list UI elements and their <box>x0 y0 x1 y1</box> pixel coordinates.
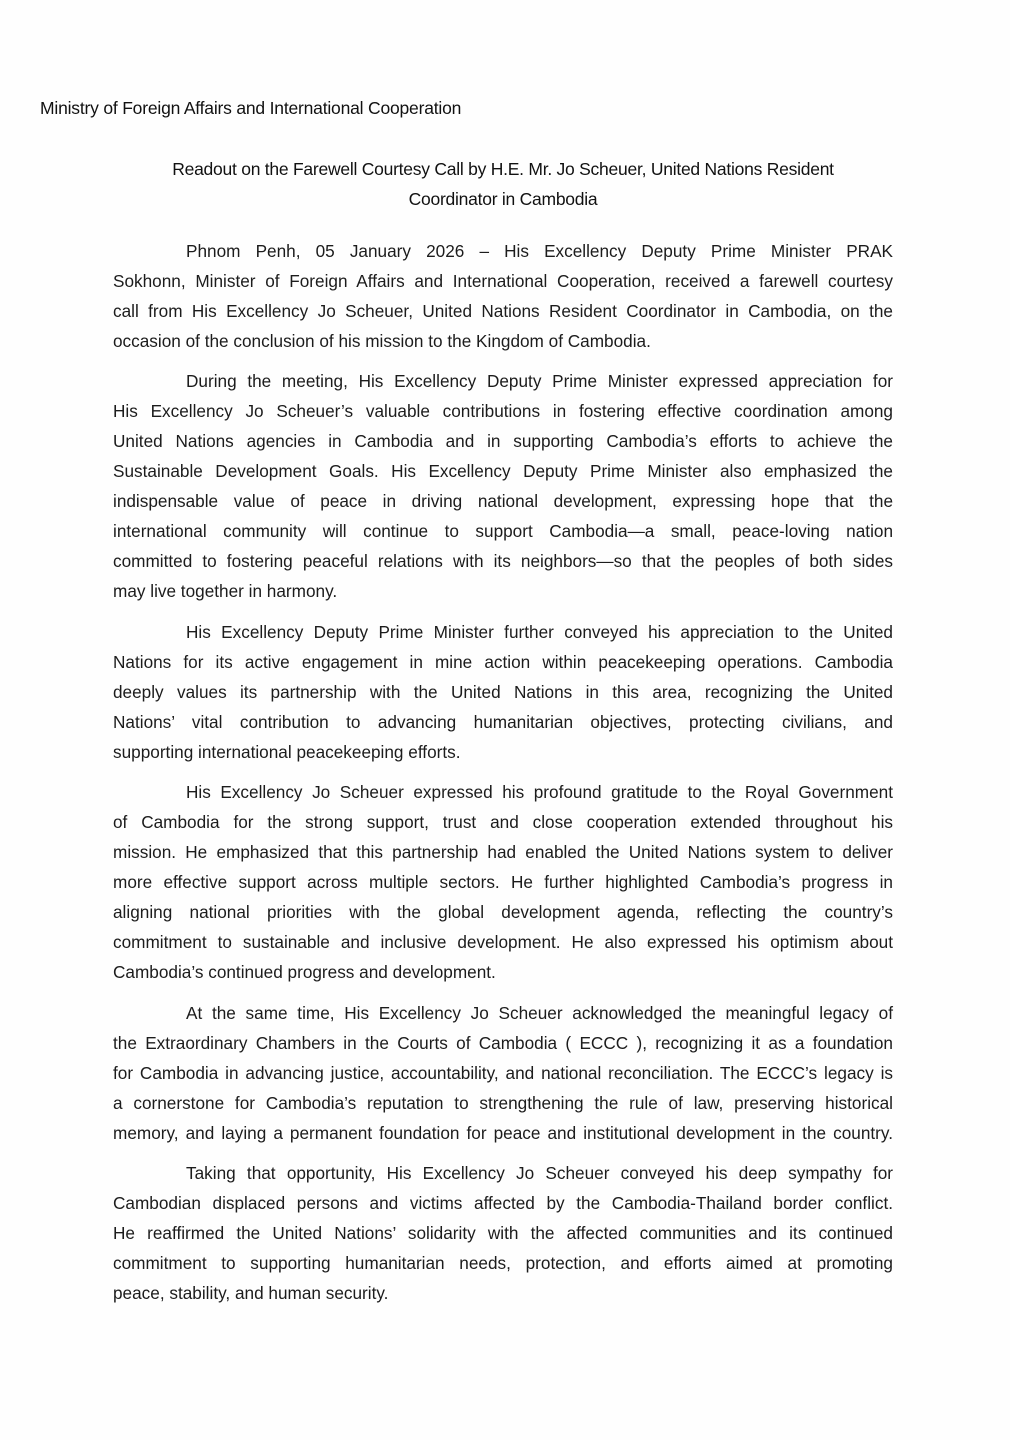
paragraph-line: His Excellency Jo Scheuer expressed his profound gratitude to the Royal Government <box>186 782 893 802</box>
paragraph-line: indispensable value of peace in driving national development, expressing hope that the <box>113 491 893 511</box>
paragraph-line: Cambodian displaced persons and victims affected by the Cambodia-Thailand border conflict. <box>113 1193 893 1213</box>
paragraph-line: commitment to supporting humanitarian needs, protection, and efforts aimed at promoting <box>113 1253 893 1273</box>
paragraph-line: Nations’ vital contribution to advancing humanitarian objectives, protecting civilians, and <box>113 712 893 732</box>
paragraph-line: the Extraordinary Chambers in the Courts of Cambodia ( ECCC ), recognizing it as a foundation <box>113 1033 893 1053</box>
ministry-header: Ministry of Foreign Affairs and International Cooperation <box>40 98 462 118</box>
paragraph-line: aligning national priorities with the global development agenda, reflecting the country’s <box>113 902 893 922</box>
paragraph-line: mission. He emphasized that this partnership had enabled the United Nations system to deliver <box>113 842 893 862</box>
document-title-line-2: Coordinator in Cambodia <box>408 189 598 209</box>
paragraph-line: committed to fostering peaceful relations with its neighbors—so that the peoples of both sides <box>113 551 893 571</box>
paragraph-line: memory, and laying a permanent foundation for peace and institutional development in the country. <box>113 1123 893 1143</box>
paragraph-line: Nations for its active engagement in mine action within peacekeeping operations. Cambodia <box>113 652 893 672</box>
paragraph-line: a cornerstone for Cambodia’s reputation to strengthening the rule of law, preserving historical <box>113 1093 893 1113</box>
paragraph-line: Phnom Penh, 05 January 2026 – His Excellency Deputy Prime Minister PRAK <box>186 241 893 261</box>
paragraph-line: commitment to sustainable and inclusive development. He also expressed his optimism about <box>113 932 893 952</box>
paragraph-line: Taking that opportunity, His Excellency Jo Scheuer conveyed his deep sympathy for <box>186 1163 893 1183</box>
document-title-line-1: Readout on the Farewell Courtesy Call by H.E. Mr. Jo Scheuer, United Nations Resident <box>172 159 834 179</box>
paragraph-line: international community will continue to support Cambodia—a small, peace-loving nation <box>113 521 893 541</box>
paragraph-line: peace, stability, and human security. <box>113 1283 389 1303</box>
paragraph-line: Sokhonn, Minister of Foreign Affairs and International Cooperation, received a farewell courtesy <box>113 271 893 291</box>
paragraph-line: may live together in harmony. <box>113 581 338 601</box>
paragraph-line: His Excellency Deputy Prime Minister further conveyed his appreciation to the United <box>186 622 893 642</box>
paragraph-line: Cambodia’s continued progress and development. <box>113 962 496 982</box>
paragraph-line: more effective support across multiple sectors. He further highlighted Cambodia’s progress in <box>113 872 893 892</box>
paragraph-line: Sustainable Development Goals. His Excellency Deputy Prime Minister also emphasized the <box>113 461 893 481</box>
paragraph-line: occasion of the conclusion of his mission to the Kingdom of Cambodia. <box>113 331 651 351</box>
paragraph-line: for Cambodia in advancing justice, accountability, and national reconciliation. The ECCC’s legacy is <box>113 1063 893 1083</box>
paragraph-line: call from His Excellency Jo Scheuer, United Nations Resident Coordinator in Cambodia, on the <box>113 301 893 321</box>
paragraph-line: of Cambodia for the strong support, trust and close cooperation extended throughout his <box>113 812 893 832</box>
paragraph-line: During the meeting, His Excellency Deputy Prime Minister expressed appreciation for <box>186 371 893 391</box>
paragraph-line: His Excellency Jo Scheuer’s valuable contributions in fostering effective coordination among <box>113 401 893 421</box>
paragraph-line: supporting international peacekeeping efforts. <box>113 742 461 762</box>
paragraph-line: deeply values its partnership with the United Nations in this area, recognizing the United <box>113 682 893 702</box>
paragraph-line: He reaffirmed the United Nations’ solidarity with the affected communities and its continued <box>113 1223 893 1243</box>
paragraph-line: United Nations agencies in Cambodia and in supporting Cambodia’s efforts to achieve the <box>113 431 893 451</box>
paragraph-line: At the same time, His Excellency Jo Scheuer acknowledged the meaningful legacy of <box>186 1003 893 1023</box>
